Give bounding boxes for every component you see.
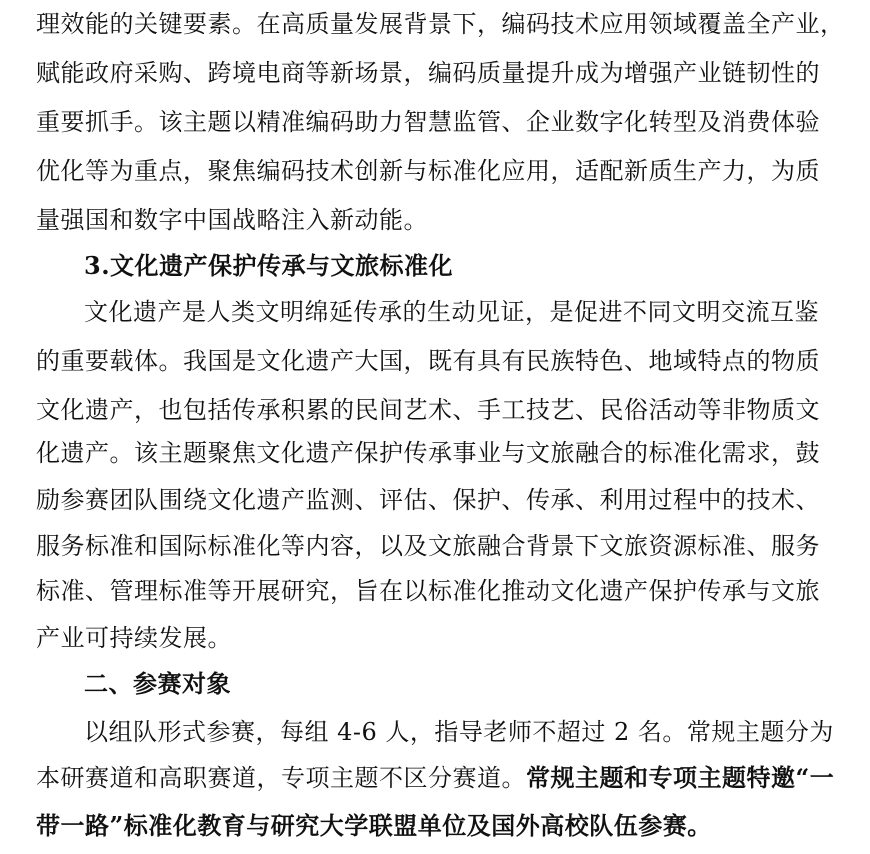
paragraph-line: 服务标准和国际标准化等内容，以及文旅融合背景下文旅资源标准、服务 <box>36 532 820 560</box>
emphasized-text: 带一路”标准化教育与研究大学联盟单位及国外高校队伍参赛。 <box>36 811 712 840</box>
paragraph-line: 化遗产。该主题聚焦文化遗产保护传承事业与文旅融合的标准化需求，鼓 <box>36 439 820 467</box>
paragraph-line: 励参赛团队围绕文化遗产监测、评估、保护、传承、利用过程中的技术、 <box>36 486 820 514</box>
section-heading-participants: 二、参赛对象 <box>84 669 231 698</box>
paragraph-line: 理效能的关键要素。在高质量发展背景下，编码技术应用领域覆盖全产业， <box>36 10 845 38</box>
paragraph-line: 重要抓手。该主题以精准编码助力智慧监管、企业数字化转型及消费体验 <box>36 108 820 136</box>
paragraph-line: 的重要载体。我国是文化遗产大国，既有具有民族特色、地域特点的物质 <box>36 347 820 375</box>
paragraph-line: 量强国和数字中国战略注入新动能。 <box>36 206 428 234</box>
paragraph-line: 赋能政府采购、跨境电商等新场景，编码质量提升成为增强产业链韧性的 <box>36 59 820 87</box>
emphasized-text: 常规主题和专项主题特邀“一 <box>526 763 835 792</box>
paragraph-line <box>36 762 834 794</box>
paragraph-line: 文化遗产，也包括传承积累的民间艺术、手工技艺、民俗活动等非物质文 <box>36 396 820 424</box>
paragraph-line: 标准、管理标准等开展研究，旨在以标准化推动文化遗产保护传承与文旅 <box>36 577 820 605</box>
paragraph-line: 优化等为重点，聚焦编码技术创新与标准化应用，适配新质生产力，为质 <box>36 157 820 185</box>
paragraph-text: 本研赛道和高职赛道，专项主题不区分赛道。 <box>36 764 526 792</box>
paragraph-line: 以组队形式参赛，每组 4-6 人，指导老师不超过 2 名。常规主题分为 <box>84 718 834 746</box>
paragraph-line: 文化遗产是人类文明绵延传承的生动见证，是促进不同文明交流互鉴 <box>84 298 819 326</box>
section-heading-3: 3.文化遗产保护传承与文旅标准化 <box>84 251 454 280</box>
paragraph-line: 产业可持续发展。 <box>36 624 232 652</box>
